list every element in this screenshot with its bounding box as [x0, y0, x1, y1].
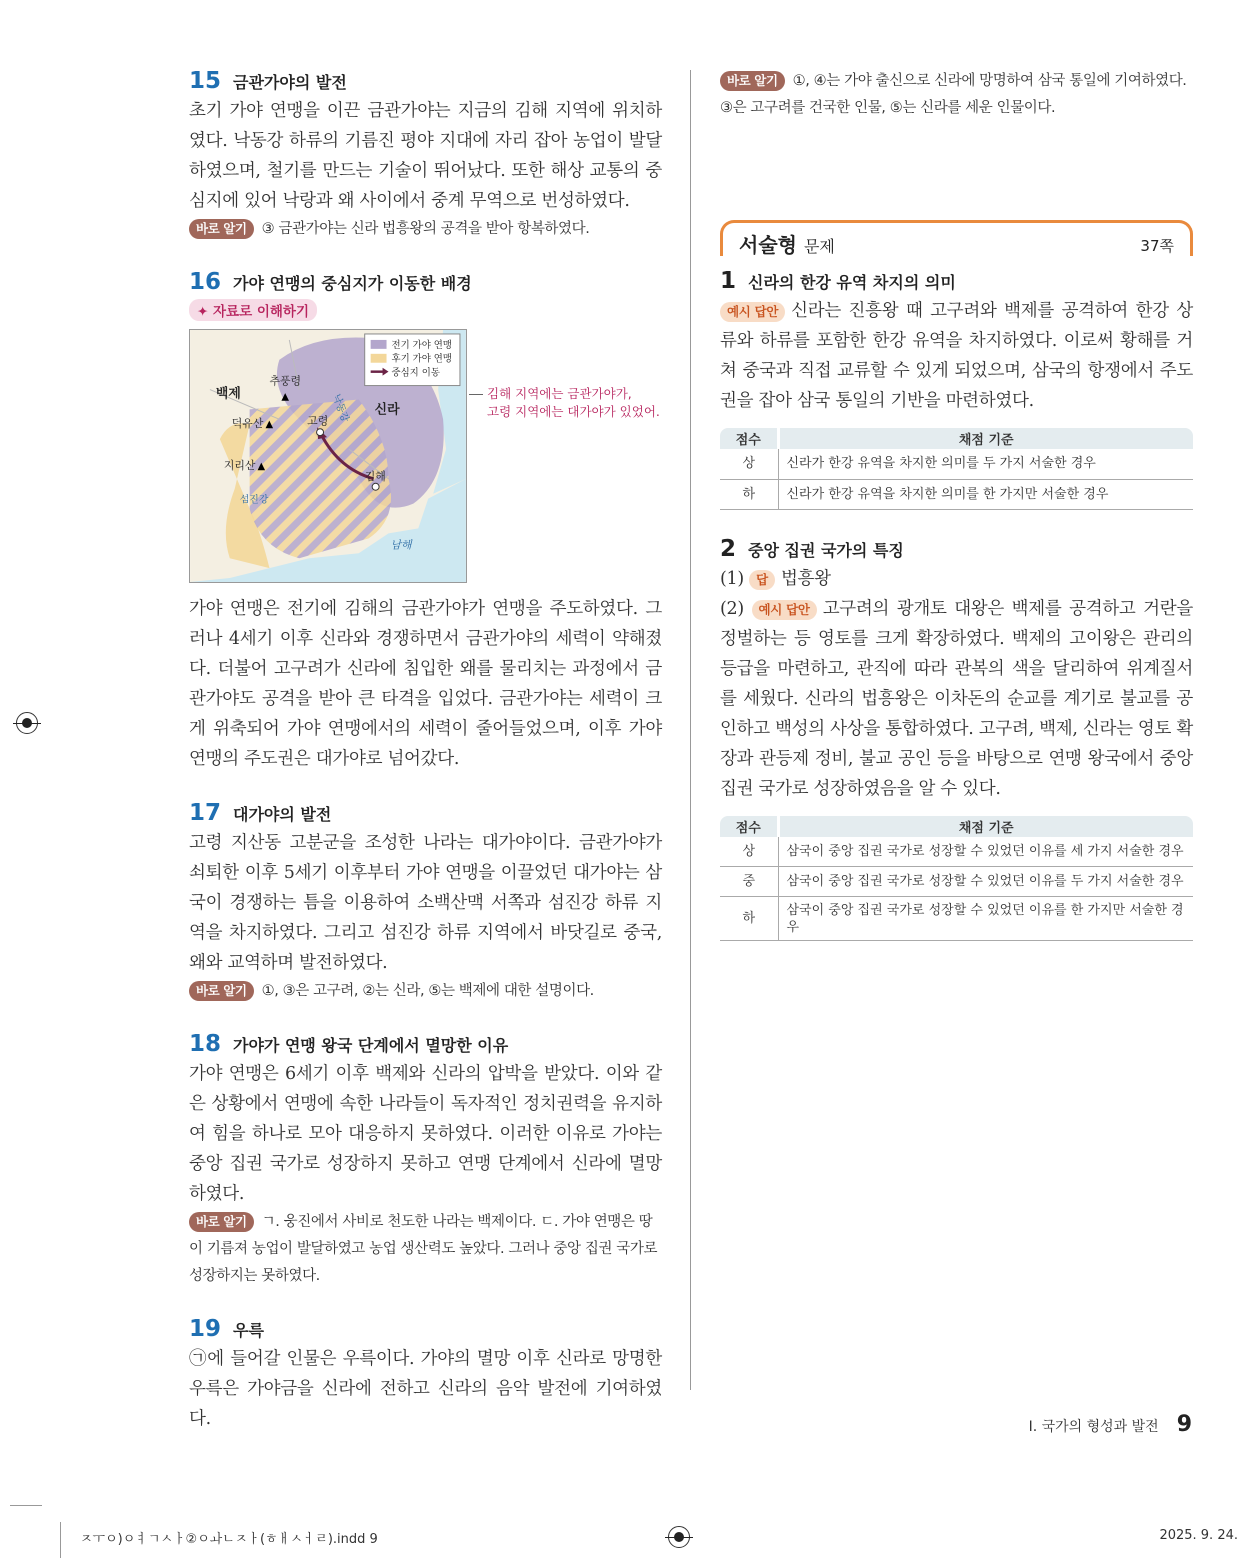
header-score: 점수 — [720, 816, 778, 837]
label-namhae: 남해 — [390, 538, 412, 552]
label-deogyusan: 덕유산 — [231, 417, 264, 431]
answer-badge: 답 — [749, 570, 775, 590]
question-15 — [189, 68, 662, 243]
table-row — [720, 837, 1193, 867]
score: 하 — [720, 479, 778, 509]
label-gimhae: 김해 — [364, 469, 386, 483]
explanation: 초기 가야 연맹을 이끈 금관가야는 지금의 김해 지역에 위치하였다. 낙동강 하류의 기름진 평야 지대에 자리 잡아 농업이 발달하였으며, 철기를 만드는 기술이 뛰어났다. 또한 해상 교통의 중심지에 있어 낙랑과 왜 사이에서 중계 무역으로 번성하였다. — [189, 101, 662, 211]
page-footer — [1029, 1412, 1192, 1437]
explanation: ㉠에 들어갈 인물은 우륵이다. 가야의 멸망 이후 신라로 망명한 우륵은 가야금을 신라에 전하고 신라의 음악 발전에 기여하였다. — [189, 1349, 662, 1429]
question-number: 16 — [189, 269, 222, 295]
crop-mark — [60, 1522, 61, 1558]
criteria: 삼국이 중앙 집권 국가로 성장할 수 있었던 이유를 세 가지 서술한 경우 — [778, 837, 1193, 867]
question-title: 가야가 연맹 왕국 단계에서 멸망한 이유 — [233, 1036, 509, 1055]
legend-early: 전기 가야 연맹 — [391, 339, 452, 351]
question-17 — [189, 800, 662, 1005]
correction-note: ③ 금관가야는 신라 법흥왕의 공격을 받아 항복하였다. — [261, 221, 590, 237]
part-label: (1) — [720, 568, 744, 589]
header-criteria: 채점 기준 — [778, 428, 1193, 449]
left-column — [189, 68, 662, 1460]
label-goryeong: 고령 — [307, 414, 329, 428]
score: 중 — [720, 867, 778, 897]
criteria: 삼국이 중앙 집권 국가로 성장할 수 있었던 이유를 한 가지만 서술한 경우 — [778, 897, 1193, 941]
example-answer-badge: 예시 답안 — [720, 302, 785, 322]
question-number: 2 — [720, 535, 737, 562]
label-chupungnyeong: 추풍령 — [269, 374, 302, 388]
header-score: 점수 — [720, 428, 778, 449]
label-silla: 신라 — [374, 402, 400, 418]
example-answer-badge: 예시 답안 — [752, 600, 817, 620]
correction-note: ①, ③은 고구려, ②는 신라, ⑤는 백제에 대한 설명이다. — [261, 983, 594, 999]
table-row — [720, 897, 1193, 941]
question-title: 중앙 집권 국가의 특징 — [748, 540, 904, 560]
question-title: 우륵 — [233, 1321, 264, 1340]
data-tag: ✦ 자료로 이해하기 — [189, 299, 317, 321]
crop-mark — [10, 1505, 42, 1506]
question-number: 18 — [189, 1031, 222, 1057]
right-column — [720, 68, 1193, 967]
registration-mark-icon — [668, 1526, 690, 1548]
correction-badge: 바로 알기 — [189, 219, 254, 239]
svg-text:▲: ▲ — [257, 460, 266, 472]
scoring-table — [720, 816, 1193, 942]
map-callout — [487, 385, 660, 421]
callout-line: 김해 지역에는 금관가야가, — [487, 386, 632, 401]
question-number: 15 — [189, 68, 222, 94]
callout-line: 고령 지역에는 대가야가 있었어. — [487, 404, 660, 419]
registration-mark-icon — [16, 712, 38, 734]
question-number: 1 — [720, 268, 737, 294]
question-19 — [189, 1316, 662, 1434]
scoring-table — [720, 428, 1193, 510]
label-seomjingang: 섬진강 — [239, 494, 269, 506]
legend-arrow: 중심지 이동 — [391, 367, 440, 379]
page-number: 9 — [1176, 1412, 1192, 1437]
question-16 — [189, 269, 662, 774]
print-date: 2025. 9. 24. — [1159, 1528, 1238, 1543]
correction-badge: 바로 알기 — [189, 981, 254, 1001]
question-number: 17 — [189, 800, 222, 826]
file-name: ㅈㅜㅇ)ㅇㅕㄱㅅㅏ②ㅇㅘㄴㅈㅏ(ㅎㅐㅅㅓㄹ).indd 9 — [80, 1532, 378, 1547]
score: 상 — [720, 837, 778, 867]
legend-late: 후기 가야 연맹 — [391, 353, 452, 365]
descriptive-2 — [720, 536, 1193, 942]
correction-badge: 바로 알기 — [720, 71, 785, 91]
explanation: 고령 지산동 고분군을 조성한 나라는 대가야이다. 금관가야가 쇠퇴한 이후 5세기 이후부터 가야 연맹을 이끌었던 대가야는 삼국이 경쟁하는 틈을 이용하여 소백산맥 서쪽과 섬진강 하류 지역을 차지하였다. 그리고 섬진강 하류 지역에서 바닷길로 중국, 왜와 교역하며 발전하였다. — [189, 833, 662, 973]
criteria: 신라가 한강 유역을 차지한 의미를 한 가지만 서술한 경우 — [778, 479, 1193, 509]
criteria: 삼국이 중앙 집권 국가로 성장할 수 있었던 이유를 두 가지 서술한 경우 — [778, 867, 1193, 897]
score: 상 — [720, 449, 778, 479]
question-title: 금관가야의 발전 — [233, 73, 347, 92]
example-answer: 신라는 진흥왕 때 고구려와 백제를 공격하여 한강 상류와 하류를 포함한 한강 유역을 차지하였다. 이로써 황해를 거쳐 중국과 직접 교류할 수 있게 되었으며, 삼국의 항쟁에서 주도권을 잡아 삼국 통일의 기반을 마련하였다. — [720, 301, 1193, 411]
section-title-suffix: 문제 — [803, 237, 835, 256]
descriptive-1 — [720, 268, 1193, 510]
correction-badge: 바로 알기 — [189, 1212, 254, 1232]
question-title: 신라의 한강 유역 차지의 의미 — [748, 273, 956, 292]
descriptive-section-header — [720, 220, 1193, 256]
correction-note: ㄱ. 웅진에서 사비로 천도한 나라는 백제이다. ㄷ. 가야 연맹은 땅이 기름져 농업이 발달하였고 농업 생산력도 높았다. 그러나 중앙 집권 국가로 성장하지는 못하였다. — [189, 1214, 658, 1284]
table-row — [720, 479, 1193, 509]
score: 하 — [720, 897, 778, 941]
header-criteria: 채점 기준 — [778, 816, 1193, 837]
gaya-map — [189, 329, 467, 583]
explanation: 가야 연맹은 6세기 이후 백제와 신라의 압박을 받았다. 이와 같은 상황에서 연맹에 속한 나라들이 독자적인 정치권력을 유지하여 힘을 하나로 모아 대응하지 못하였다. 이러한 이유로 가야는 중앙 집권 국가로 성장하지 못하고 연맹 단계에서 신라에 멸망하였다. — [189, 1064, 662, 1204]
page-reference: 37쪽 — [1140, 237, 1174, 255]
criteria: 신라가 한강 유역을 차지한 의미를 두 가지 서술한 경우 — [778, 449, 1193, 479]
label-baekje: 백제 — [215, 386, 241, 402]
question-number: 19 — [189, 1316, 222, 1342]
question-title: 가야 연맹의 중심지가 이동한 배경 — [233, 274, 472, 293]
answer: 법흥왕 — [780, 568, 831, 589]
part-label: (2) — [720, 598, 744, 619]
table-row — [720, 449, 1193, 479]
column-divider — [690, 70, 691, 1390]
correction-note: ①, ④는 가야 출신으로 신라에 망명하여 삼국 통일에 기여하였다. ③은 고구려를 건국한 인물, ⑤는 신라를 세운 인물이다. — [720, 73, 1187, 116]
table-row — [720, 867, 1193, 897]
label-nakdonggang: 낙동강 — [330, 392, 351, 424]
question-20-note — [720, 68, 1193, 122]
svg-text:▲: ▲ — [281, 391, 289, 403]
section-name: Ⅰ. 국가의 형성과 발전 — [1028, 1419, 1159, 1435]
label-jirisan: 지리산 — [223, 458, 256, 472]
section-title: 서술형 — [739, 233, 797, 257]
svg-text:▲: ▲ — [265, 419, 274, 431]
explanation: 가야 연맹은 전기에 김해의 금관가야가 연맹을 주도하였다. 그러나 4세기 이후 신라와 경쟁하면서 금관가야의 세력이 약해졌다. 더불어 고구려가 신라에 침입한 왜를 물리치는 과정에서 금관가야도 공격을 받아 큰 타격을 입었다. 금관가야는 세력이 크게 위축되어 가야 연맹에서의 세력이 줄어들었으며, 이후 가야 연맹의 주도권은 대가야로 넘어갔다. — [189, 599, 662, 769]
question-title: 대가야의 발전 — [233, 805, 332, 824]
example-answer: 고구려의 광개토 대왕은 백제를 공격하고 거란을 정벌하는 등 영토를 크게 확장하였다. 백제의 고이왕은 관리의 등급을 마련하고, 관직에 따라 관복의 색을 달리하여 위계질서를 세웠다. 신라의 법흥왕은 이차돈의 순교를 계기로 불교를 공인하고 백성의 사상을 통합하였다. 고구려, 백제, 신라는 영토 확장과 관등제 정비, 불교 공인 등을 바탕으로 연맹 왕국에서 중앙 집권 국가로 성장하였음을 알 수 있다. — [720, 598, 1194, 799]
question-18 — [189, 1031, 662, 1290]
